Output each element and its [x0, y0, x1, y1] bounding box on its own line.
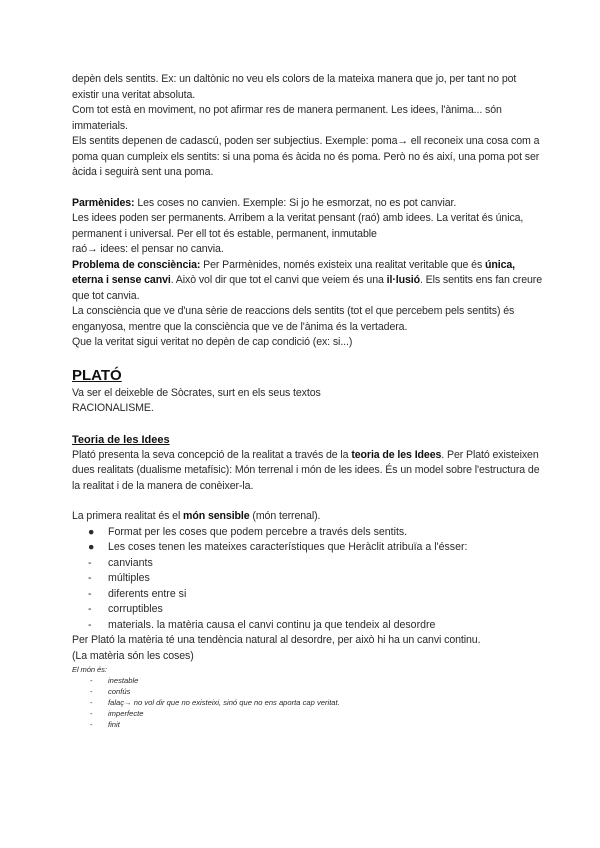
dash-icon: - — [88, 618, 92, 631]
dash-icon: - — [90, 720, 93, 729]
intro-paragraph-3: Els sentits depenen de cadascú, poden ser subjectius. Exemple: poma→ ell reconeix una cosa com a poma quan cumpleix els sentits: si una poma és àcida no és poma. Però no és així, una poma pot ser àcida i seguirà sent una poma. — [72, 135, 540, 178]
plato-paragraph-1: Va ser el deixeble de Sòcrates, surt en els seus textos — [72, 386, 321, 399]
parmenides-paragraph-2: Les idees poden ser permanents. Arribem a la veritat pensant (raó) amb idees. La veritat és única, permanent i universal. Per ell tot és estable, permanent, inmutable — [72, 212, 524, 240]
list-item-text: Les coses tenen les mateixes característiques que Heràclit atribuïa a l'ésser: — [108, 541, 468, 553]
parmenides-paragraph-1 — [72, 196, 542, 212]
parmenides-paragraph-5: Que la veritat sigui veritat no depèn de cap condició (ex: si...) — [72, 336, 353, 348]
parmenides-text-1: Les coses no canvien. Exemple: Si jo he esmorzat, no es pot canviar. — [134, 196, 457, 209]
problema-text-a: Per Parmènides, només existeix una realitat veritable que és — [200, 258, 486, 271]
teoria-text-b: . Per Plató existeixen dues realitats (dualisme metafísic): Món terrenal i món de les idees. És un model sobre l'estructura de la realitat i de la manera de conèixer-la. — [72, 448, 540, 492]
dash-icon: - — [88, 572, 92, 584]
teoria-bold: teoria de les Idees — [351, 448, 442, 461]
problema-bold-1: única, eterna i sense canvi — [72, 258, 516, 286]
list-item — [72, 686, 542, 697]
list-item — [72, 571, 542, 587]
list-item-text: canviants — [108, 556, 153, 569]
teoria-paragraph-3: Per Plató la matèria té una tendència natural al desordre, per això hi ha un canvi continu. — [72, 634, 481, 646]
list-item — [72, 602, 542, 618]
list-item-text: confús — [108, 687, 131, 696]
teoria-paragraph-4: (La matèria són les coses) — [72, 649, 194, 662]
mon-list — [72, 675, 542, 730]
dash-icon: - — [90, 698, 93, 707]
dash-icon: - — [90, 687, 93, 696]
teoria-heading: Teoria de les Idees — [72, 433, 170, 446]
teoria-text-a: Plató presenta la seva concepció de la realitat a través de la — [72, 448, 352, 461]
bullet-icon: ● — [88, 525, 95, 538]
list-item — [72, 675, 542, 686]
mon-label: El món és: — [72, 665, 107, 674]
mon-notes — [72, 664, 542, 730]
plato-heading: PLATÓ — [72, 366, 122, 384]
list-item-text: falaç→ no vol dir que no existeixi, sinó que no ens aporta cap veritat. — [108, 698, 340, 707]
mon-sensible-bold: món sensible — [183, 510, 250, 522]
document-page — [72, 72, 542, 730]
list-item-text: finit — [108, 720, 120, 729]
teoria-text-c: La primera realitat és el — [72, 510, 184, 522]
dash-icon: - — [88, 556, 92, 569]
parmenides-paragraph-3: raó→ idees: el pensar no canvia. — [72, 243, 224, 255]
list-item-text: imperfecte — [108, 709, 144, 718]
dash-icon: - — [88, 587, 92, 600]
plato-paragraph-2: RACIONALISME. — [72, 402, 154, 414]
bullet-icon: ● — [88, 541, 95, 553]
list-item — [72, 719, 542, 730]
list-item — [72, 708, 542, 719]
list-item — [72, 525, 542, 541]
problema-text-c: . Els sentits ens fan creure que tot canvia. — [72, 274, 543, 302]
list-item — [72, 587, 542, 603]
problema-label: Problema de consciència: — [72, 258, 201, 271]
teoria-paragraph-1 — [72, 448, 542, 495]
list-item — [72, 556, 542, 572]
list-item-text: diferents entre si — [108, 587, 187, 600]
dash-icon: - — [90, 676, 93, 685]
teoria-paragraph-2 — [72, 509, 542, 525]
dash-list — [72, 556, 542, 634]
intro-paragraph-1: depèn dels sentits. Ex: un daltònic no veu els colors de la mateixa manera que jo, per tant no pot existir una veritat absoluta. — [72, 73, 517, 101]
list-item — [72, 697, 542, 708]
list-item-text: materials. la matèria causa el canvi continu ja que tendeix al desordre — [108, 618, 436, 631]
list-item-text: corruptibles — [108, 603, 163, 615]
list-item-text: múltiples — [108, 572, 150, 584]
list-item — [72, 540, 542, 556]
bullet-list — [72, 525, 542, 556]
dash-icon: - — [90, 709, 93, 718]
parmenides-paragraph-4: La consciència que ve d'una sèrie de reaccions dels sentits (tot el que percebem pels sentits) és enganyosa, mentre que la consciència que ve de l'ànima és la vertadera. — [72, 305, 515, 333]
problema-bold-2: il·lusió — [386, 274, 420, 286]
intro-paragraph-2: Com tot està en moviment, no pot afirmar res de manera permanent. Les idees, l'ànima... són immaterials. — [72, 104, 502, 132]
list-item — [72, 618, 542, 634]
problema-paragraph — [72, 258, 542, 305]
teoria-text-d: (món terrenal). — [249, 510, 321, 522]
list-item-text: inestable — [108, 676, 139, 685]
dash-icon: - — [88, 603, 92, 615]
list-item-text: Format per les coses que podem percebre a través dels sentits. — [108, 525, 408, 538]
problema-text-b: . Això vol dir que tot el canvi que veiem és una — [170, 274, 387, 286]
parmenides-label: Parmènides: — [72, 196, 135, 209]
